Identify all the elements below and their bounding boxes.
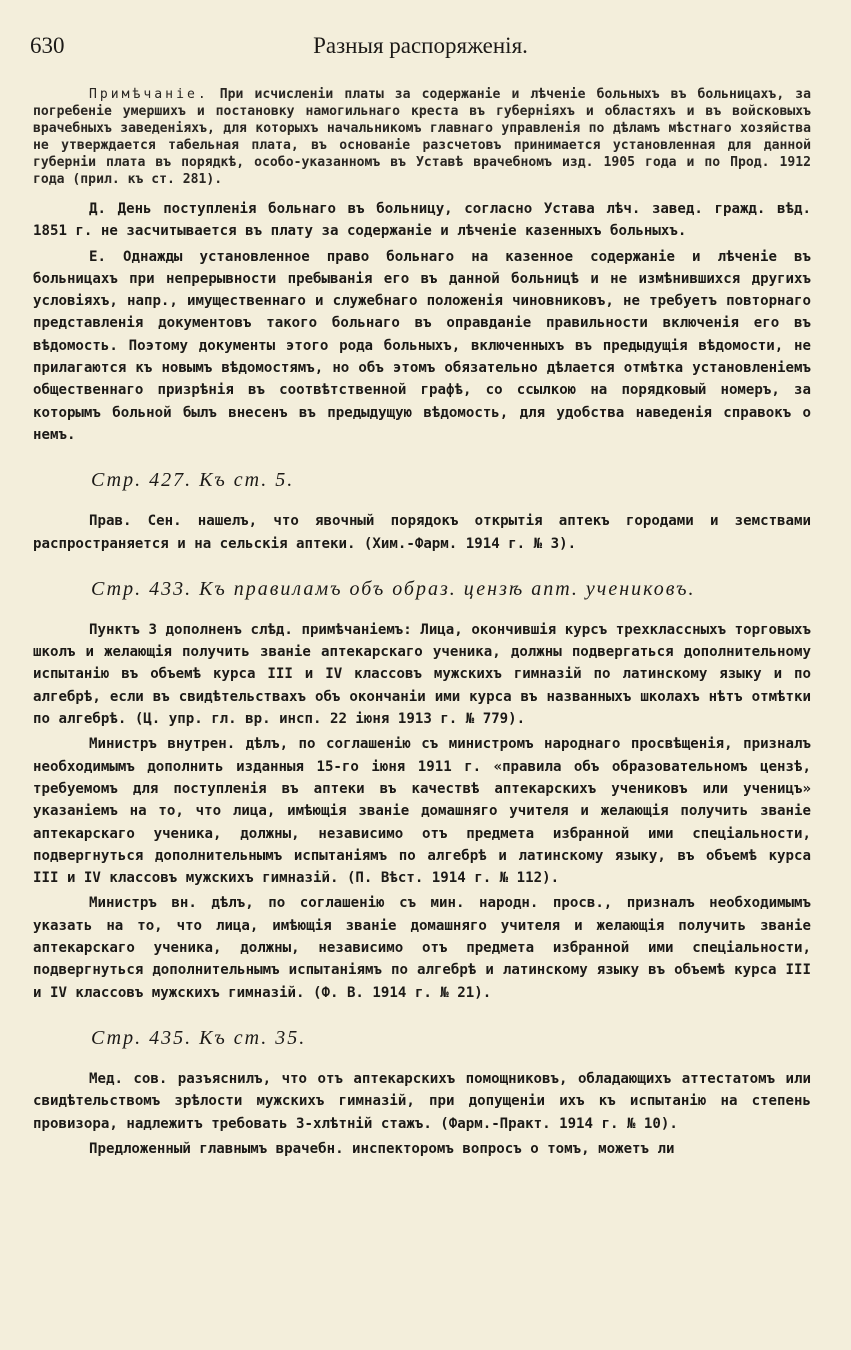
section-paragraph: Пунктъ 3 дополненъ слѣд. примѣчаніемъ: Лица, окончившія курсъ трехклассныхъ торговыхъ школъ и желающія получить званіе аптекарскаго ученика, должны подвергаться дополнительному испытанію въ объемѣ курса III и IV классовъ мужскихъ гимназій по латинскому языку и по алгебрѣ, если въ свидѣтельствахъ объ окончаніи ими курса въ названныхъ школахъ нѣтъ отмѣтки по алгебрѣ. (Ц. упр. гл. вр. инсп. 22 іюня 1913 г. № 779). <box>33 621 811 728</box>
paragraph-e: Е. Однажды установленное право больнаго на казенное содержаніе и лѣченіе въ больницахъ при непрерывности пребыванія его въ данной больницѣ и не измѣнившихся другихъ условіяхъ, напр., имущественнаго и служебнаго положенія чиновниковъ, не требуетъ повторнаго представленія документовъ такого больнаго въ оправданіе правильности включенія его въ вѣдомость. Поэтому документы этого рода больныхъ, включенныхъ въ предыдущія вѣдомости, не прилагаются къ новымъ вѣдомостямъ, но объ этомъ обязательно дѣлается отмѣтка установленіемъ общественнаго призрѣнія въ соотвѣтственной графѣ, со ссылкою на порядковый номеръ, за которымъ больной былъ внесенъ въ предыдущую вѣдомость, для удобства наведенія справокъ о немъ. <box>33 248 811 443</box>
note-text: При исчисленіи платы за содержаніе и лѣченіе больныхъ въ больницахъ, за погребеніе умершихъ и постановку намогильнаго креста въ губерніяхъ и областяхъ и въ войсковыхъ врачебныхъ заведеніяхъ, для которыхъ начальникомъ главнаго управленія по дѣламъ мѣстнаго хозяйства не утверждается табельная плата, въ основаніе разсчетовъ принимается установленная для данной губерніи плата въ порядкѣ, особо-указанномъ въ Уставѣ врачебномъ изд. 1905 года и по Прод. 1912 года (прил. къ ст. 281). <box>33 87 811 187</box>
section-paragraph: Министръ внутрен. дѣлъ, по соглашенію съ министромъ народнаго просвѣщенія, призналъ необходимымъ дополнить изданныя 15-го іюня 1911 г. «правила объ образовательномъ цензѣ, требуемомъ для поступленія въ аптеки въ качествѣ аптекарскихъ учениковъ или ученицъ» указаніемъ на то, что лица, имѣющія званіе домашняго учителя и желающія получить званіе аптекарскаго ученика, должны, независимо отъ предмета избранной ими спеціальности, подвергнуться дополнительнымъ испытаніямъ по алгебрѣ и латинскому языку, въ объемѣ курса III и IV классовъ мужскихъ гимназій. (П. Вѣст. 1914 г. № 112). <box>33 736 811 887</box>
running-title: Разныя распоряженія. <box>313 33 528 58</box>
section-paragraph: Мед. сов. разъяснилъ, что отъ аптекарскихъ помощниковъ, обладающихъ аттестатомъ или свидѣтельствомъ зрѣлости мужскихъ гимназій, при допущеніи ихъ къ испытанію на степень провизора, надлежитъ требовать 3-хлѣтній стажъ. (Фарм.-Практ. 1914 г. № 10). <box>33 1070 811 1132</box>
section-heading: Стр. 435. Къ ст. 35. <box>91 1026 307 1049</box>
note-paragraph <box>33 86 811 188</box>
note-lead: Примѣчаніе. <box>89 87 209 102</box>
section-heading: Стр. 427. Къ ст. 5. <box>91 469 295 492</box>
paragraph-d: Д. День поступленія больнаго въ больницу, согласно Устава лѣч. завед. гражд. вѣд. 1851 г. не засчитывается въ плату за содержаніе и лѣченіе казенныхъ больныхъ. <box>33 201 811 240</box>
section-paragraph: Прав. Сен. нашелъ, что явочный порядокъ открытія аптекъ городами и земствами распространяется и на сельскія аптеки. (Хим.-Фарм. 1914 г. № 3). <box>33 513 811 552</box>
page-header <box>30 33 811 63</box>
section-paragraph: Предложенный главнымъ врачебн. инспекторомъ вопросъ о томъ, можетъ ли <box>89 1140 675 1157</box>
page-number: 630 <box>30 33 65 58</box>
page-body <box>33 86 811 1163</box>
section-paragraph: Министръ вн. дѣлъ, по соглашенію съ мин. народн. просв., призналъ необходимымъ указать на то, что лица, имѣющія званіе домашняго учителя и желающія получить званіе аптекарскаго ученика, должны, независимо отъ предмета избранной ими спеціальности, подвергнуться дополнительнымъ испытаніямъ по алгебрѣ и латинскому языку въ объемѣ курса III и IV классовъ мужскихъ гимназій. (Ф. В. 1914 г. № 21). <box>33 895 811 1001</box>
section-heading: Стр. 433. Къ правиламъ объ образ. цензѣ апт. учениковъ. <box>91 577 696 600</box>
